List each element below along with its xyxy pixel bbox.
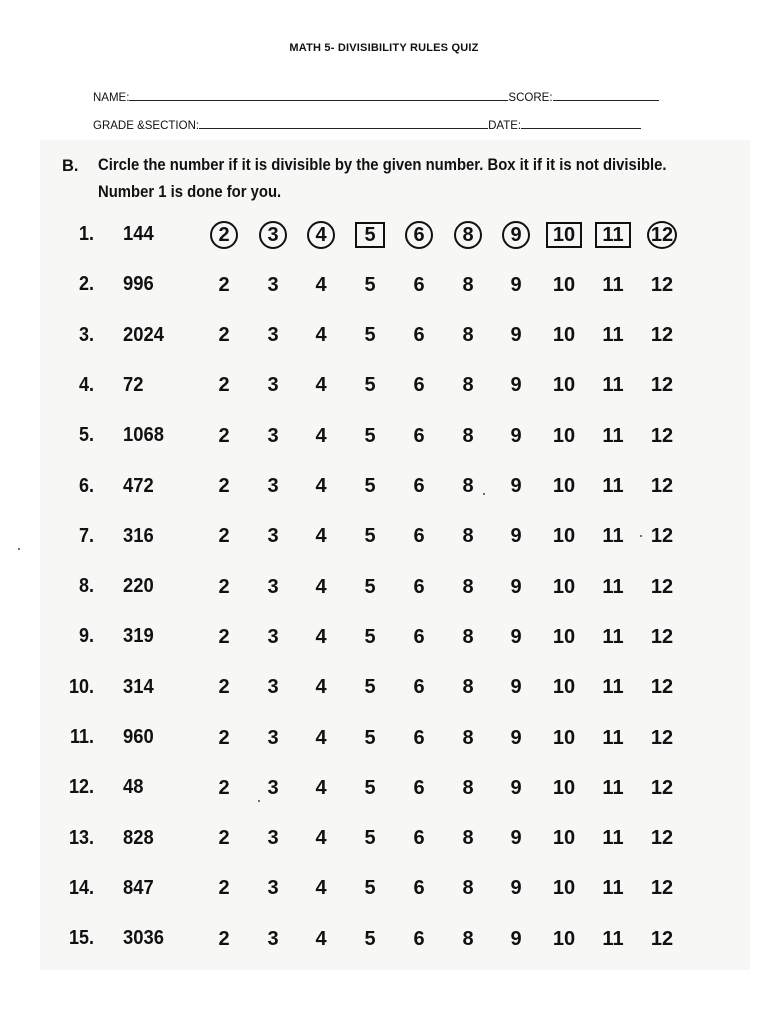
divisor-option-8[interactable]: 8	[462, 525, 474, 548]
question-number: 7.	[78, 524, 94, 547]
divisor-option-11[interactable]: 11	[602, 877, 624, 900]
divisor-option-4[interactable]: 4	[315, 676, 327, 699]
question-number: 14.	[68, 876, 94, 899]
divisor-option-9[interactable]: 9	[510, 676, 522, 699]
score-label: SCORE:	[508, 92, 553, 104]
divisor-option-4[interactable]: 4	[315, 625, 327, 648]
divisor-option-3[interactable]: 3	[267, 374, 279, 397]
name-score-line	[93, 89, 659, 104]
question-value: 996	[123, 273, 154, 296]
divisor-option-12[interactable]: 12	[650, 575, 674, 598]
divisor-option-6[interactable]: 6	[413, 877, 425, 900]
divisor-option-10[interactable]: 10	[552, 374, 576, 397]
scan-speck	[640, 535, 642, 537]
divisor-option-12[interactable]: 12	[650, 676, 674, 699]
name-field[interactable]	[129, 89, 508, 101]
divisor-option-8[interactable]: 8	[462, 324, 474, 347]
divisor-option-4[interactable]: 4	[315, 776, 327, 799]
divisor-option-10[interactable]: 10	[552, 475, 576, 497]
question-value: 1068	[123, 424, 164, 447]
divisor-option-9[interactable]: 9	[510, 525, 522, 548]
divisor-option-2[interactable]: 2	[218, 726, 230, 749]
divisor-option-3[interactable]: 3	[267, 424, 279, 447]
divisor-option-5[interactable]: 5	[364, 575, 376, 598]
question-number: 4.	[78, 373, 94, 396]
divisor-option-6[interactable]: 6	[413, 827, 425, 850]
divisor-option-10[interactable]: 10	[546, 222, 582, 248]
divisor-option-6[interactable]: 6	[413, 726, 425, 749]
divisor-option-6[interactable]: 6	[413, 475, 425, 497]
divisor-option-12[interactable]: 12	[650, 877, 674, 900]
question-number: 13.	[68, 826, 94, 849]
divisor-option-10[interactable]: 10	[552, 827, 576, 850]
divisor-option-5[interactable]: 5	[364, 827, 376, 850]
divisor-option-5[interactable]: 5	[364, 776, 376, 799]
divisor-option-5[interactable]: 5	[364, 927, 376, 950]
question-value: 48	[123, 776, 144, 799]
divisor-option-10[interactable]: 10	[552, 676, 576, 699]
question-value: 144	[123, 223, 154, 245]
divisor-option-10[interactable]: 10	[552, 726, 576, 749]
score-field[interactable]	[553, 89, 659, 101]
divisor-option-12[interactable]: 12	[650, 324, 674, 347]
divisor-option-12[interactable]: 12	[650, 625, 674, 648]
divisor-option-6[interactable]: 6	[413, 575, 425, 598]
divisor-option-5[interactable]: 5	[364, 676, 376, 699]
divisor-option-2[interactable]: 2	[218, 625, 230, 648]
divisor-option-4[interactable]: 4	[315, 877, 327, 900]
divisor-option-11[interactable]: 11	[602, 827, 624, 850]
divisor-option-8[interactable]: 8	[462, 726, 474, 749]
divisor-option-8[interactable]: 8	[462, 374, 474, 397]
divisor-option-11[interactable]: 11	[602, 374, 624, 397]
divisor-option-8[interactable]: 8	[462, 625, 474, 648]
divisor-option-5[interactable]: 5	[364, 625, 376, 648]
question-number: 12.	[68, 776, 94, 799]
divisor-option-4[interactable]: 4	[315, 726, 327, 749]
divisor-option-2[interactable]: 2	[218, 525, 230, 548]
scan-speck	[258, 800, 260, 802]
divisor-option-2[interactable]: 2	[218, 575, 230, 598]
instruction-line-2: Number 1 is done for you.	[98, 183, 282, 201]
divisor-option-9[interactable]: 9	[510, 575, 522, 598]
divisor-option-11[interactable]: 11	[602, 324, 624, 347]
divisor-option-4[interactable]: 4	[315, 324, 327, 347]
question-row	[0, 869, 768, 909]
divisor-option-4[interactable]: 4	[315, 424, 327, 447]
question-row	[0, 718, 768, 758]
divisor-option-3[interactable]: 3	[267, 625, 279, 648]
divisor-option-3[interactable]: 3	[267, 827, 279, 850]
question-row	[0, 668, 768, 708]
divisor-option-5[interactable]: 5	[364, 374, 376, 397]
divisor-option-3[interactable]: 3	[267, 927, 279, 950]
divisor-option-2[interactable]: 2	[218, 424, 230, 447]
question-row	[0, 819, 768, 859]
divisor-option-3[interactable]: 3	[267, 273, 279, 296]
divisor-option-5[interactable]: 5	[364, 273, 376, 296]
question-number: 8.	[78, 575, 94, 598]
divisor-option-3[interactable]: 3	[267, 475, 279, 497]
grade-section-field[interactable]	[199, 117, 488, 129]
question-number: 6.	[78, 474, 94, 497]
divisor-option-6[interactable]: 6	[413, 927, 425, 950]
divisor-option-2[interactable]: 2	[218, 273, 230, 296]
divisor-option-4[interactable]: 4	[315, 273, 327, 296]
question-value: 220	[123, 575, 154, 598]
question-number: 1.	[78, 223, 94, 245]
divisor-option-9[interactable]: 9	[502, 221, 530, 249]
divisor-option-4[interactable]: 4	[315, 475, 327, 497]
divisor-option-6[interactable]: 6	[413, 525, 425, 548]
divisor-option-11[interactable]: 11	[602, 726, 624, 749]
question-number: 11.	[69, 726, 94, 748]
divisor-option-6[interactable]: 6	[413, 776, 425, 799]
divisor-option-11[interactable]: 11	[602, 273, 624, 296]
divisor-option-5[interactable]: 5	[364, 324, 376, 347]
divisor-option-11[interactable]: 11	[602, 676, 624, 699]
divisor-option-2[interactable]: 2	[218, 324, 230, 347]
divisor-option-11[interactable]: 11	[595, 222, 631, 248]
question-value: 847	[123, 876, 154, 899]
divisor-option-3[interactable]: 3	[267, 324, 279, 347]
divisor-option-3[interactable]: 3	[267, 776, 279, 799]
divisor-option-12[interactable]: 12	[650, 273, 674, 296]
divisor-option-6[interactable]: 6	[413, 324, 425, 347]
divisor-option-8[interactable]: 8	[462, 927, 474, 950]
question-value: 319	[123, 625, 154, 648]
divisor-option-2[interactable]: 2	[218, 776, 230, 799]
question-value: 960	[123, 726, 154, 748]
question-value: 2024	[123, 323, 164, 346]
question-row	[0, 366, 768, 406]
divisor-option-6[interactable]: 6	[413, 676, 425, 699]
divisor-option-6[interactable]: 6	[413, 625, 425, 648]
question-value: 472	[123, 474, 154, 497]
question-row	[0, 768, 768, 808]
divisor-option-9[interactable]: 9	[510, 374, 522, 397]
divisor-option-10[interactable]: 10	[552, 776, 576, 799]
divisor-option-3[interactable]: 3	[267, 525, 279, 548]
divisor-option-10[interactable]: 10	[552, 575, 576, 598]
divisor-option-11[interactable]: 11	[602, 424, 624, 447]
divisor-option-9[interactable]: 9	[510, 424, 522, 447]
divisor-option-9[interactable]: 9	[510, 273, 522, 296]
question-number: 5.	[78, 424, 94, 447]
divisor-option-12[interactable]: 12	[650, 927, 674, 950]
divisor-option-3[interactable]: 3	[259, 221, 287, 249]
divisor-option-4[interactable]: 4	[315, 525, 327, 548]
question-number: 15.	[68, 927, 94, 950]
divisor-option-3[interactable]: 3	[267, 877, 279, 900]
divisor-option-9[interactable]: 9	[510, 475, 522, 497]
question-row	[0, 265, 768, 305]
divisor-option-3[interactable]: 3	[267, 676, 279, 699]
question-value: 72	[123, 373, 144, 396]
divisor-option-8[interactable]: 8	[462, 273, 474, 296]
divisor-option-10[interactable]: 10	[552, 525, 576, 548]
question-row	[0, 919, 768, 959]
question-value: 3036	[123, 927, 164, 950]
question-row	[0, 316, 768, 356]
divisor-option-9[interactable]: 9	[510, 776, 522, 799]
question-row	[0, 567, 768, 607]
divisor-option-10[interactable]: 10	[552, 877, 576, 900]
divisor-option-10[interactable]: 10	[552, 927, 576, 950]
divisor-option-10[interactable]: 10	[552, 273, 576, 296]
instruction-line-1: Circle the number if it is divisible by the given number. Box it if it is not divisible.	[98, 156, 667, 174]
divisor-option-3[interactable]: 3	[267, 575, 279, 598]
question-number: 3.	[78, 323, 94, 346]
divisor-option-11[interactable]: 11	[602, 525, 624, 548]
divisor-option-12[interactable]: 12	[650, 776, 674, 799]
name-label: NAME:	[93, 92, 130, 104]
date-field[interactable]	[521, 117, 641, 129]
divisor-option-2[interactable]: 2	[218, 475, 230, 497]
divisor-option-2[interactable]: 2	[218, 676, 230, 699]
scan-speck	[18, 548, 20, 550]
divisor-option-9[interactable]: 9	[510, 625, 522, 648]
divisor-option-12[interactable]: 12	[650, 525, 674, 548]
divisor-option-12[interactable]: 12	[650, 827, 674, 850]
divisor-option-2[interactable]: 2	[218, 877, 230, 900]
question-value: 828	[123, 826, 154, 849]
divisor-option-8[interactable]: 8	[462, 475, 474, 497]
question-row	[0, 215, 768, 255]
scan-speck	[483, 493, 485, 495]
divisor-option-4[interactable]: 4	[315, 374, 327, 397]
divisor-option-9[interactable]: 9	[510, 324, 522, 347]
divisor-option-8[interactable]: 8	[462, 575, 474, 598]
divisor-option-8[interactable]: 8	[462, 776, 474, 799]
divisor-option-4[interactable]: 4	[315, 927, 327, 950]
divisor-option-2[interactable]: 2	[218, 374, 230, 397]
divisor-option-4[interactable]: 4	[315, 827, 327, 850]
divisor-option-2[interactable]: 2	[210, 221, 238, 249]
divisor-option-9[interactable]: 9	[510, 877, 522, 900]
divisor-option-12[interactable]: 12	[647, 221, 677, 249]
divisor-option-11[interactable]: 11	[602, 776, 624, 799]
divisor-option-6[interactable]: 6	[413, 273, 425, 296]
page-title: MATH 5- DIVISIBILITY RULES QUIZ	[289, 42, 479, 54]
question-row	[0, 467, 768, 507]
divisor-option-9[interactable]: 9	[510, 927, 522, 950]
divisor-option-8[interactable]: 8	[462, 827, 474, 850]
divisor-option-6[interactable]: 6	[405, 221, 433, 249]
divisor-option-4[interactable]: 4	[307, 221, 335, 249]
question-number: 10.	[68, 675, 94, 698]
divisor-option-5[interactable]: 5	[364, 726, 376, 749]
divisor-option-5[interactable]: 5	[364, 475, 376, 497]
divisor-option-11[interactable]: 11	[602, 927, 624, 950]
divisor-option-5[interactable]: 5	[364, 525, 376, 548]
divisor-option-10[interactable]: 10	[552, 625, 576, 648]
question-number: 9.	[78, 625, 94, 648]
divisor-option-8[interactable]: 8	[462, 424, 474, 447]
divisor-option-10[interactable]: 10	[552, 324, 576, 347]
divisor-option-2[interactable]: 2	[218, 827, 230, 850]
divisor-option-4[interactable]: 4	[315, 575, 327, 598]
divisor-option-12[interactable]: 12	[650, 424, 674, 447]
divisor-option-5[interactable]: 5	[364, 877, 376, 900]
divisor-option-2[interactable]: 2	[218, 927, 230, 950]
divisor-option-11[interactable]: 11	[602, 625, 624, 648]
divisor-option-11[interactable]: 11	[602, 575, 624, 598]
divisor-option-12[interactable]: 12	[650, 475, 674, 497]
date-label: DATE:	[488, 120, 522, 132]
divisor-option-6[interactable]: 6	[413, 424, 425, 447]
divisor-option-11[interactable]: 11	[602, 475, 624, 497]
grade-date-line	[93, 117, 641, 132]
question-row	[0, 617, 768, 657]
divisor-option-9[interactable]: 9	[510, 726, 522, 749]
question-row	[0, 416, 768, 456]
divisor-option-5[interactable]: 5	[355, 222, 385, 248]
divisor-option-8[interactable]: 8	[454, 221, 482, 249]
question-value: 314	[123, 675, 154, 698]
divisor-option-5[interactable]: 5	[364, 424, 376, 447]
question-value: 316	[123, 524, 154, 547]
divisor-option-8[interactable]: 8	[462, 877, 474, 900]
grade-section-label: GRADE &SECTION:	[93, 120, 200, 132]
divisor-option-9[interactable]: 9	[510, 827, 522, 850]
divisor-option-6[interactable]: 6	[413, 374, 425, 397]
section-letter: B.	[62, 157, 79, 175]
question-row	[0, 517, 768, 557]
divisor-option-12[interactable]: 12	[650, 374, 674, 397]
divisor-option-10[interactable]: 10	[552, 424, 576, 447]
divisor-option-8[interactable]: 8	[462, 676, 474, 699]
divisor-option-3[interactable]: 3	[267, 726, 279, 749]
question-number: 2.	[78, 273, 94, 296]
divisor-option-12[interactable]: 12	[650, 726, 674, 749]
